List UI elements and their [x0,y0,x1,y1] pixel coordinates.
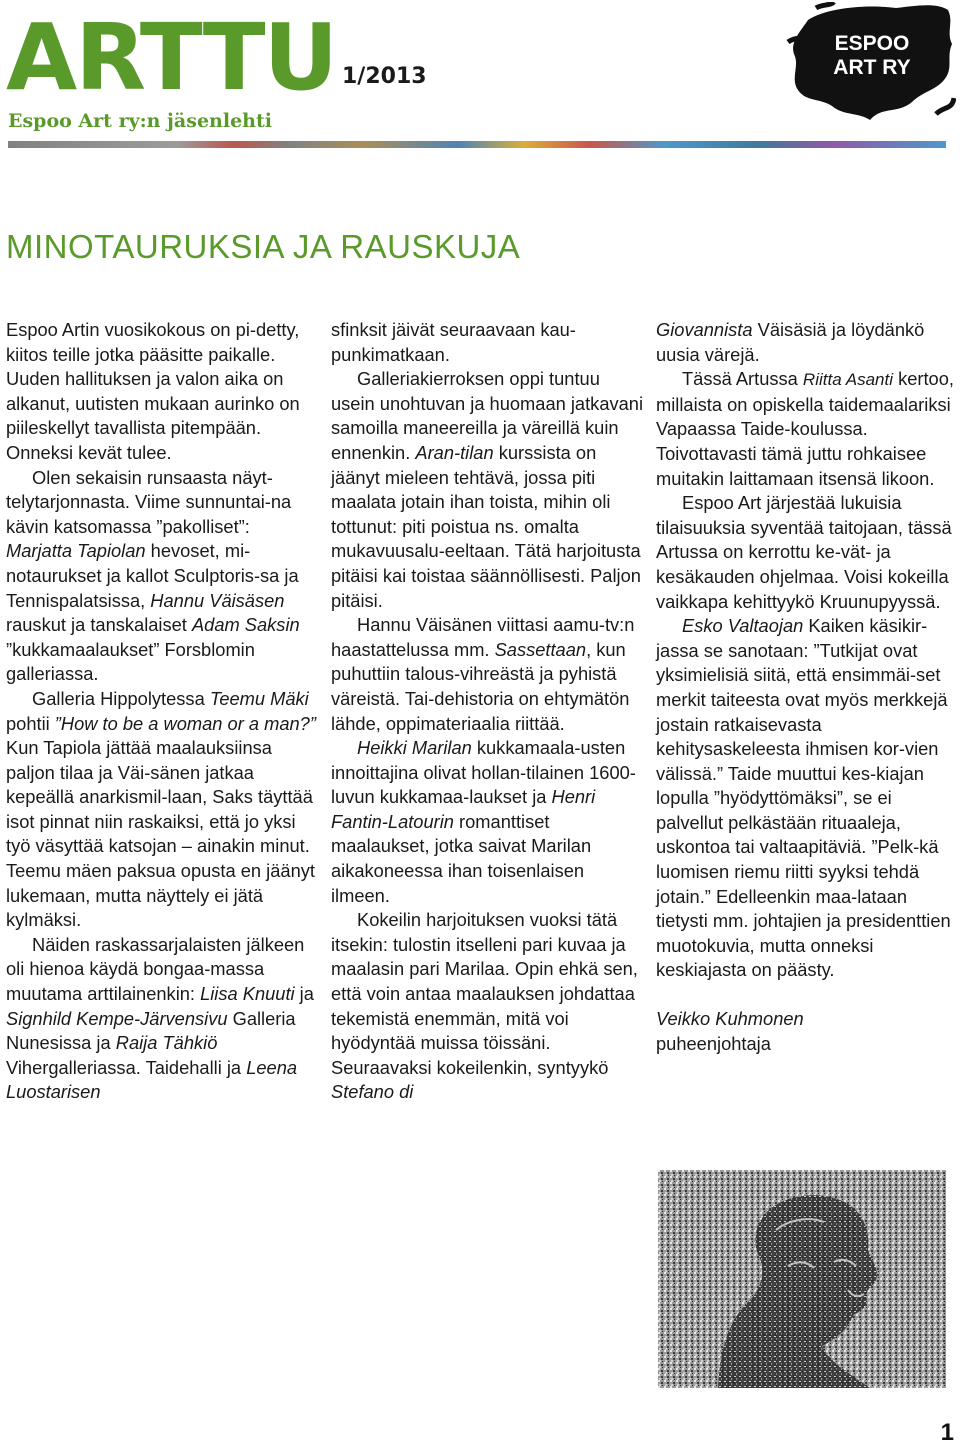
artist-name: Henri Fantin-Latourin [331,786,596,832]
magazine-title: ARTTU [6,4,337,111]
article-title: MINOTAURUKSIA JA RAUSKUJA [6,228,521,265]
artist-name: Stefano di [331,1081,414,1103]
artist-name: Sassettaan [494,638,587,660]
paragraph [656,318,960,367]
text: Espoo Artin vuosikokous on pi-detty, kiitos teille jotka pääsitte paikalle. Uuden hallituksen ja valon aika on alkanut, uutisten mukaan aurinko on piileskellyt tavallista pitempään. Onneksi kevät tulee. [6,319,300,463]
signature-role: puheenjohtaja [656,1032,771,1054]
paragraph [331,367,645,613]
decorative-color-strip [8,141,946,148]
signature-name: Veikko Kuhmonen [656,1008,804,1030]
text: pohtii [6,712,55,734]
text: Kokeilin harjoituksen vuoksi tätä itsekin: tulostin itselleni pari kuvaa ja maalasin pari Marilaa. Opin ehkä sen, että voin antaa maalauksen johdattaa tekemistä enemmän, mitä voi hyödyntää muissa töissäni. Seuraavaksi kokeilenkin, syntyykö [331,909,638,1078]
paragraph [331,908,645,1105]
artist-name: Hannu Väisäsen [150,589,285,611]
text: Galleria Hippolytessa [32,687,210,709]
text: Galleria Nunesissa ja [6,1007,296,1054]
paragraph [656,491,960,614]
text: , kun puhuttiin talous-vihreästä ja pyhistä väreistä. Tai-dehistoria on ehtymätön lähde, oppimateriaalia riittää. [331,638,630,734]
article-column-3 [656,318,960,1056]
text: Väisäsiä ja löydänkö uusia värejä. [656,319,925,365]
text: ”kukkamaalaukset” Forsblomin galleriassa. [6,638,255,685]
work-title: ”How to be a woman or a man?” [54,712,316,734]
text: kukkamaala-usten innoittajina olivat hollan-tilainen 1600-luvun kukkamaa-laukset ja [331,737,636,808]
text: hevoset, mi-notaurukset ja kallot Sculptoris-sa ja Tennispalatsissa, [6,540,299,611]
article-column-1 [6,318,318,1105]
paragraph [6,318,318,466]
article-column-2 [331,318,645,1105]
logo-text-line2: ART RY [833,56,911,79]
place-name: Aran-tilan [415,441,494,463]
text: Tässä Artussa [682,368,803,390]
page-number: 1 [940,1419,954,1446]
text: rauskut ja tanskalaiset [6,614,192,636]
paragraph [6,933,318,1105]
artist-name: Giovannista [656,319,753,340]
text: kertoo, millaista on opiskella taidemaalariksi Vapaassa Taide-koulussa. Toivottavasti tämä juttu rohkaisee muitakin laittamaan itsensä likoon. [656,368,954,489]
text: ja [294,983,314,1005]
text: Vihergalleriassa. Taidehalli ja [6,1056,247,1078]
text: sfinksit jäivät seuraavaan kau-punkimatkaan. [331,319,576,365]
text: Olen sekaisin runsaasta näyt-telytarjonnasta. Viime sunnuntai-na kävin katsomassa ”pakolliset”: [6,466,292,537]
text: Näiden raskassarjalaisten jälkeen oli hienoa käydä bongaa-massa muutama arttilainenkin: [6,933,305,1005]
author-name: Esko Valtaojan [682,615,804,637]
text: Espoo Art järjestää lukuisia tilaisuuksia syventää taitojaan, tässä Artussa on kerrottu ke-vät- ja kesäkauden ohjelmaa. Voisi kokeilla vaikkapa kehittyykö Kruunupyyssä. [656,492,952,612]
issue-number: 1/2013 [342,64,427,89]
artist-name: Liisa Knuuti [200,983,295,1005]
text: Hannu Väisänen viittasi aamu-tv:n haastattelussa mm. [331,614,635,660]
artist-name: Signhild Kempe-Järvensivu [6,1007,228,1029]
signature [656,1007,960,1056]
paragraph [331,318,645,367]
logo-text-line1: ESPOO [834,32,910,55]
portrait-photo [658,1170,946,1388]
artist-name: Leena Luostarisen [6,1056,298,1103]
artist-name: Heikki Marilan [357,737,472,759]
text: Galleriakierroksen oppi tuntuu usein unohtuvan ja huomaan jatkavani samoilla maneereilla ja väreillä kuin ennenkin. [331,368,644,463]
paragraph [656,367,960,491]
artist-name: Raija Tähkiö [115,1032,218,1054]
paragraph [6,687,318,933]
text: romanttiset maalaukset, jotka saivat Marilan aikakoneessa ihan toisenlaisen ilmeen. [331,810,592,906]
artist-name: Riitta Asanti [802,370,893,390]
text: kurssista on jäänyt mieleen tehtävä, jossa piti maalata jotain ihan toista, mihin oli tottunut: piti poistua ns. omalta mukavuusalu-eeltaan. Tätä harjoitusta pitäisi kai toistaa säännöllisesti. Paljon pitäisi. [331,441,641,611]
magazine-subtitle: Espoo Art ry:n jäsenlehti [8,110,272,132]
paragraph [6,466,318,687]
text: Kun Tapiola jättää maalauksiinsa paljon tilaa ja Väi-sänen jatkaa kepeällä anarkismil-laan, Saks täyttää isot pinnat niin raskaiksi, että jo yksi työ väsyttää katsojan – ainakin minut. Teemu mäen paksua opusta en jäänyt lukemaan, mutta näyttely ei jätä kylmäksi. [6,737,315,931]
text: Kaiken käsikir-jassa se sanotaan: ”Tutkijat ovat yksimielisiä siitä, että ensimmäi-set merkit taiteesta ovat myös merkkejä jostain ratkaisevasta kehitysaskeleesta ihmisen kor-vien välissä.” Taide muuttui kes-kiajan lopulla ”hyödyttömäksi”, se ei palvellut pelkästään rituaaleja, uskontoa tai valtaapitäviä. ”Pelk-kä luomisen riemu riitti syyksi tehdä jotain.” Edelleenkin maa-lataan tietysti mm. johtajien ja presidenttien muotokuvia, mutta onneksi keskiajasta on päästy. [656,615,951,981]
paragraph [331,613,645,736]
artist-name: Adam Saksin [191,614,300,636]
espoo-art-logo [786,2,956,124]
artist-name: Marjatta Tapiolan [6,540,146,562]
paragraph [331,736,645,908]
paragraph [656,614,960,983]
artist-name: Teemu Mäki [209,687,309,709]
